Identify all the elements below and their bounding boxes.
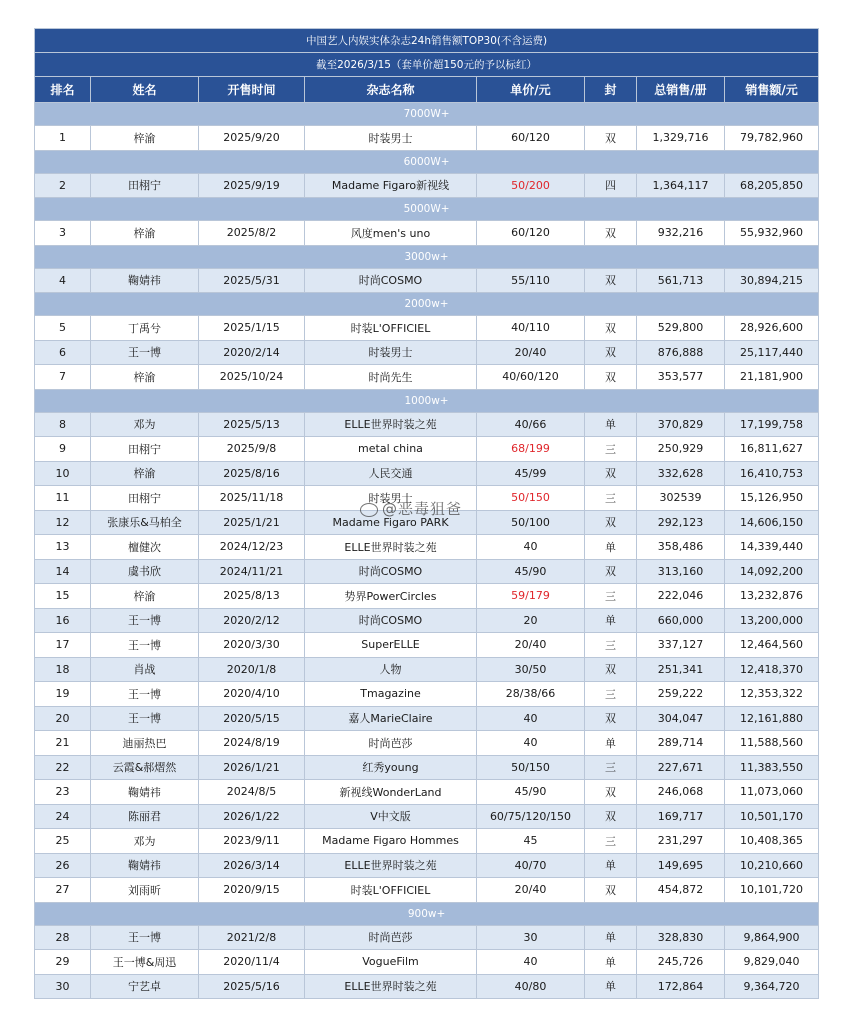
cell-copies: 169,717 [637, 804, 725, 829]
cell-magazine: 时尚先生 [305, 365, 477, 390]
cell-cover: 三 [585, 755, 637, 780]
cell-rank: 3 [35, 221, 91, 246]
cell-rank: 19 [35, 682, 91, 707]
cell-name: 邓为 [91, 412, 199, 437]
cell-cover: 三 [585, 486, 637, 511]
cell-rank: 14 [35, 559, 91, 584]
table-row [35, 925, 819, 950]
cell-sales: 14,606,150 [725, 510, 819, 535]
cell-name: 迪丽热巴 [91, 731, 199, 756]
cell-rank: 29 [35, 950, 91, 975]
cell-price: 40/60/120 [477, 365, 585, 390]
table-row [35, 950, 819, 975]
cell-copies: 289,714 [637, 731, 725, 756]
cell-magazine: Madame Figaro Hommes [305, 829, 477, 854]
cell-cover: 双 [585, 365, 637, 390]
cell-name: 刘雨昕 [91, 878, 199, 903]
group-label: 2000w+ [35, 293, 819, 316]
cell-sales: 9,829,040 [725, 950, 819, 975]
cell-name: 宁艺卓 [91, 974, 199, 999]
cell-price: 68/199 [477, 437, 585, 462]
table-row [35, 706, 819, 731]
cell-copies: 149,695 [637, 853, 725, 878]
cell-price: 59/179 [477, 584, 585, 609]
cell-date: 2025/5/16 [199, 974, 305, 999]
cell-sales: 12,161,880 [725, 706, 819, 731]
cell-sales: 10,501,170 [725, 804, 819, 829]
cell-rank: 10 [35, 461, 91, 486]
cell-cover: 双 [585, 461, 637, 486]
cell-sales: 11,588,560 [725, 731, 819, 756]
cell-name: 田栩宁 [91, 173, 199, 198]
table-row [35, 878, 819, 903]
cell-date: 2020/3/30 [199, 633, 305, 658]
table-row [35, 804, 819, 829]
cell-sales: 13,232,876 [725, 584, 819, 609]
cell-name: 田栩宁 [91, 437, 199, 462]
cell-cover: 三 [585, 682, 637, 707]
cell-price: 40 [477, 535, 585, 560]
cell-date: 2026/1/21 [199, 755, 305, 780]
cell-rank: 6 [35, 340, 91, 365]
cell-sales: 79,782,960 [725, 126, 819, 151]
cell-price: 20/40 [477, 633, 585, 658]
cell-date: 2025/8/2 [199, 221, 305, 246]
cell-name: 王一博&周迅 [91, 950, 199, 975]
cell-name: 丁禹兮 [91, 316, 199, 341]
cell-name: 张康乐&马柏全 [91, 510, 199, 535]
cell-date: 2020/2/14 [199, 340, 305, 365]
column-header-sales: 销售额/元 [725, 77, 819, 103]
cell-magazine: 时装男士 [305, 126, 477, 151]
column-header-price: 单价/元 [477, 77, 585, 103]
cell-sales: 16,410,753 [725, 461, 819, 486]
cell-sales: 21,181,900 [725, 365, 819, 390]
cell-cover: 双 [585, 221, 637, 246]
cell-copies: 932,216 [637, 221, 725, 246]
cell-date: 2025/8/16 [199, 461, 305, 486]
cell-rank: 20 [35, 706, 91, 731]
cell-copies: 337,127 [637, 633, 725, 658]
cell-copies: 250,929 [637, 437, 725, 462]
column-header-rank: 排名 [35, 77, 91, 103]
cell-date: 2020/9/15 [199, 878, 305, 903]
cell-sales: 16,811,627 [725, 437, 819, 462]
cell-sales: 55,932,960 [725, 221, 819, 246]
cell-price: 45/90 [477, 559, 585, 584]
table-row [35, 412, 819, 437]
cell-name: 邓为 [91, 829, 199, 854]
group-label: 900w+ [35, 902, 819, 925]
cell-name: 虞书欣 [91, 559, 199, 584]
cell-name: 王一博 [91, 682, 199, 707]
cell-sales: 15,126,950 [725, 486, 819, 511]
cell-cover: 双 [585, 780, 637, 805]
cell-rank: 26 [35, 853, 91, 878]
cell-rank: 7 [35, 365, 91, 390]
group-label: 7000W+ [35, 103, 819, 126]
cell-sales: 9,864,900 [725, 925, 819, 950]
cell-name: 王一博 [91, 925, 199, 950]
cell-cover: 单 [585, 731, 637, 756]
cell-name: 梓渝 [91, 461, 199, 486]
cell-date: 2025/9/8 [199, 437, 305, 462]
cell-date: 2023/9/11 [199, 829, 305, 854]
cell-copies: 251,341 [637, 657, 725, 682]
cell-rank: 18 [35, 657, 91, 682]
cell-price: 40/66 [477, 412, 585, 437]
table-title-row [35, 29, 819, 53]
cell-name: 王一博 [91, 633, 199, 658]
cell-magazine: 时尚芭莎 [305, 731, 477, 756]
cell-copies: 561,713 [637, 268, 725, 293]
cell-date: 2024/11/21 [199, 559, 305, 584]
cell-price: 50/200 [477, 173, 585, 198]
cell-date: 2026/1/22 [199, 804, 305, 829]
cell-name: 云霞&郝熠然 [91, 755, 199, 780]
cell-magazine: 风度men's uno [305, 221, 477, 246]
cell-magazine: Madame Figaro新视线 [305, 173, 477, 198]
cell-date: 2025/9/19 [199, 173, 305, 198]
cell-magazine: ELLE世界时装之苑 [305, 412, 477, 437]
cell-rank: 5 [35, 316, 91, 341]
cell-cover: 三 [585, 584, 637, 609]
cell-price: 40 [477, 706, 585, 731]
column-header-cover: 封 [585, 77, 637, 103]
cell-magazine: 时装男士 [305, 486, 477, 511]
cell-cover: 双 [585, 340, 637, 365]
cell-name: 鞠婧祎 [91, 853, 199, 878]
cell-rank: 15 [35, 584, 91, 609]
cell-sales: 14,339,440 [725, 535, 819, 560]
cell-cover: 双 [585, 316, 637, 341]
cell-copies: 304,047 [637, 706, 725, 731]
cell-name: 田栩宁 [91, 486, 199, 511]
cell-cover: 单 [585, 853, 637, 878]
table-row [35, 608, 819, 633]
cell-price: 20/40 [477, 878, 585, 903]
cell-copies: 370,829 [637, 412, 725, 437]
cell-date: 2025/1/21 [199, 510, 305, 535]
cell-name: 王一博 [91, 608, 199, 633]
table-row [35, 437, 819, 462]
table-row [35, 633, 819, 658]
cell-cover: 三 [585, 829, 637, 854]
cell-date: 2024/8/19 [199, 731, 305, 756]
cell-sales: 30,894,215 [725, 268, 819, 293]
cell-cover: 单 [585, 535, 637, 560]
table-row [35, 268, 819, 293]
cell-sales: 10,210,660 [725, 853, 819, 878]
table-subtitle: 截至2026/3/15（套单价超150元的予以标红） [35, 53, 819, 77]
group-label: 5000W+ [35, 198, 819, 221]
cell-rank: 22 [35, 755, 91, 780]
cell-magazine: ELLE世界时装之苑 [305, 535, 477, 560]
cell-cover: 双 [585, 126, 637, 151]
cell-name: 鞠婧祎 [91, 268, 199, 293]
cell-rank: 25 [35, 829, 91, 854]
cell-copies: 227,671 [637, 755, 725, 780]
table-row [35, 755, 819, 780]
table-row [35, 829, 819, 854]
cell-rank: 1 [35, 126, 91, 151]
cell-rank: 11 [35, 486, 91, 511]
cell-rank: 12 [35, 510, 91, 535]
cell-sales: 10,101,720 [725, 878, 819, 903]
cell-copies: 172,864 [637, 974, 725, 999]
cell-copies: 313,160 [637, 559, 725, 584]
cell-magazine: 新视线WonderLand [305, 780, 477, 805]
cell-cover: 双 [585, 804, 637, 829]
cell-cover: 双 [585, 559, 637, 584]
cell-price: 50/150 [477, 486, 585, 511]
cell-sales: 12,353,322 [725, 682, 819, 707]
cell-date: 2024/8/5 [199, 780, 305, 805]
cell-magazine: 红秀young [305, 755, 477, 780]
cell-cover: 四 [585, 173, 637, 198]
cell-price: 20 [477, 608, 585, 633]
cell-sales: 13,200,000 [725, 608, 819, 633]
cell-magazine: 人物 [305, 657, 477, 682]
cell-rank: 28 [35, 925, 91, 950]
table-row [35, 584, 819, 609]
group-header-row [35, 389, 819, 412]
cell-price: 40 [477, 950, 585, 975]
table-row [35, 340, 819, 365]
cell-name: 梓渝 [91, 126, 199, 151]
cell-rank: 2 [35, 173, 91, 198]
table-row [35, 535, 819, 560]
cell-date: 2025/1/15 [199, 316, 305, 341]
table-row [35, 974, 819, 999]
table-row [35, 682, 819, 707]
column-header-row [35, 77, 819, 103]
group-header-row [35, 150, 819, 173]
cell-date: 2025/5/13 [199, 412, 305, 437]
cell-cover: 双 [585, 268, 637, 293]
watermark [360, 498, 462, 519]
cell-price: 60/120 [477, 221, 585, 246]
cell-copies: 231,297 [637, 829, 725, 854]
cell-magazine: V中文版 [305, 804, 477, 829]
cell-rank: 21 [35, 731, 91, 756]
cell-sales: 10,408,365 [725, 829, 819, 854]
cell-price: 28/38/66 [477, 682, 585, 707]
cell-rank: 9 [35, 437, 91, 462]
cell-copies: 1,329,716 [637, 126, 725, 151]
cell-sales: 68,205,850 [725, 173, 819, 198]
cell-copies: 259,222 [637, 682, 725, 707]
table-subtitle-row [35, 53, 819, 77]
cell-name: 陈丽君 [91, 804, 199, 829]
cell-sales: 28,926,600 [725, 316, 819, 341]
cell-name: 梓渝 [91, 584, 199, 609]
table-row [35, 559, 819, 584]
cell-magazine: ELLE世界时装之苑 [305, 853, 477, 878]
cell-rank: 8 [35, 412, 91, 437]
cell-rank: 16 [35, 608, 91, 633]
table-row [35, 316, 819, 341]
cell-price: 40 [477, 731, 585, 756]
cell-magazine: 时装男士 [305, 340, 477, 365]
cell-magazine: 时装L'OFFICIEL [305, 878, 477, 903]
cell-sales: 11,383,550 [725, 755, 819, 780]
cell-price: 40/80 [477, 974, 585, 999]
cell-copies: 246,068 [637, 780, 725, 805]
cell-price: 45 [477, 829, 585, 854]
cell-copies: 353,577 [637, 365, 725, 390]
cell-date: 2020/1/8 [199, 657, 305, 682]
group-header-row [35, 902, 819, 925]
group-header-row [35, 198, 819, 221]
cell-copies: 302539 [637, 486, 725, 511]
group-header-row [35, 245, 819, 268]
cell-cover: 三 [585, 437, 637, 462]
table-row [35, 365, 819, 390]
cell-rank: 27 [35, 878, 91, 903]
cell-magazine: 时尚COSMO [305, 268, 477, 293]
cell-sales: 17,199,758 [725, 412, 819, 437]
group-label: 6000W+ [35, 150, 819, 173]
group-header-row [35, 293, 819, 316]
cell-price: 60/120 [477, 126, 585, 151]
table-row [35, 731, 819, 756]
cell-date: 2025/5/31 [199, 268, 305, 293]
table-row [35, 461, 819, 486]
cell-name: 檀健次 [91, 535, 199, 560]
cell-magazine: metal china [305, 437, 477, 462]
cell-price: 20/40 [477, 340, 585, 365]
cell-magazine: 时尚COSMO [305, 559, 477, 584]
column-header-magazine: 杂志名称 [305, 77, 477, 103]
cell-sales: 12,464,560 [725, 633, 819, 658]
cell-copies: 292,123 [637, 510, 725, 535]
cell-name: 鞠婧祎 [91, 780, 199, 805]
column-header-date: 开售时间 [199, 77, 305, 103]
cell-price: 40/110 [477, 316, 585, 341]
cell-date: 2025/8/13 [199, 584, 305, 609]
cell-magazine: 势界PowerCircles [305, 584, 477, 609]
cell-magazine: SuperELLE [305, 633, 477, 658]
cell-name: 王一博 [91, 340, 199, 365]
cell-date: 2024/12/23 [199, 535, 305, 560]
cell-rank: 17 [35, 633, 91, 658]
cell-copies: 358,486 [637, 535, 725, 560]
group-label: 1000w+ [35, 389, 819, 412]
watermark-text: @恶毒狙爸 [382, 500, 463, 518]
cell-price: 30 [477, 925, 585, 950]
cell-copies: 660,000 [637, 608, 725, 633]
cell-rank: 24 [35, 804, 91, 829]
cell-date: 2026/3/14 [199, 853, 305, 878]
cell-date: 2025/10/24 [199, 365, 305, 390]
cell-magazine: 时尚芭莎 [305, 925, 477, 950]
cell-cover: 单 [585, 950, 637, 975]
cell-copies: 222,046 [637, 584, 725, 609]
cell-magazine: ELLE世界时装之苑 [305, 974, 477, 999]
cell-sales: 11,073,060 [725, 780, 819, 805]
cell-magazine: Tmagazine [305, 682, 477, 707]
cell-copies: 245,726 [637, 950, 725, 975]
cell-price: 45/99 [477, 461, 585, 486]
cell-name: 梓渝 [91, 365, 199, 390]
cell-magazine: 时尚COSMO [305, 608, 477, 633]
cell-cover: 双 [585, 878, 637, 903]
cell-copies: 454,872 [637, 878, 725, 903]
cell-copies: 529,800 [637, 316, 725, 341]
cell-date: 2025/9/20 [199, 126, 305, 151]
cell-magazine: 人民交通 [305, 461, 477, 486]
cell-magazine: VogueFilm [305, 950, 477, 975]
cell-cover: 双 [585, 510, 637, 535]
cell-name: 梓渝 [91, 221, 199, 246]
cell-rank: 30 [35, 974, 91, 999]
cell-magazine: Madame Figaro PARK [305, 510, 477, 535]
cell-price: 30/50 [477, 657, 585, 682]
column-header-copies: 总销售/册 [637, 77, 725, 103]
cell-date: 2020/2/12 [199, 608, 305, 633]
group-label: 3000w+ [35, 245, 819, 268]
cell-copies: 876,888 [637, 340, 725, 365]
cell-sales: 25,117,440 [725, 340, 819, 365]
cell-rank: 13 [35, 535, 91, 560]
cell-cover: 双 [585, 706, 637, 731]
cell-sales: 12,418,370 [725, 657, 819, 682]
cell-name: 肖战 [91, 657, 199, 682]
cell-price: 55/110 [477, 268, 585, 293]
cell-cover: 双 [585, 657, 637, 682]
cell-rank: 4 [35, 268, 91, 293]
cell-date: 2020/4/10 [199, 682, 305, 707]
cell-date: 2021/2/8 [199, 925, 305, 950]
cell-magazine: 嘉人MarieClaire [305, 706, 477, 731]
cell-copies: 1,364,117 [637, 173, 725, 198]
table-title: 中国艺人内娱实体杂志24h销售额TOP30(不含运费) [35, 29, 819, 53]
table-row [35, 780, 819, 805]
cell-date: 2020/5/15 [199, 706, 305, 731]
cell-copies: 328,830 [637, 925, 725, 950]
table-row [35, 173, 819, 198]
weibo-icon [360, 503, 378, 517]
cell-rank: 23 [35, 780, 91, 805]
cell-price: 40/70 [477, 853, 585, 878]
column-header-name: 姓名 [91, 77, 199, 103]
cell-price: 45/90 [477, 780, 585, 805]
group-header-row [35, 103, 819, 126]
table-row [35, 853, 819, 878]
table-row [35, 221, 819, 246]
cell-sales: 9,364,720 [725, 974, 819, 999]
cell-cover: 单 [585, 974, 637, 999]
cell-price: 50/100 [477, 510, 585, 535]
cell-cover: 三 [585, 633, 637, 658]
cell-date: 2025/11/18 [199, 486, 305, 511]
cell-sales: 14,092,200 [725, 559, 819, 584]
cell-date: 2020/11/4 [199, 950, 305, 975]
cell-cover: 单 [585, 412, 637, 437]
cell-price: 60/75/120/150 [477, 804, 585, 829]
cell-magazine: 时装L'OFFICIEL [305, 316, 477, 341]
cell-price: 50/150 [477, 755, 585, 780]
cell-cover: 单 [585, 608, 637, 633]
table-row [35, 657, 819, 682]
cell-name: 王一博 [91, 706, 199, 731]
cell-copies: 332,628 [637, 461, 725, 486]
cell-cover: 单 [585, 925, 637, 950]
table-row [35, 126, 819, 151]
